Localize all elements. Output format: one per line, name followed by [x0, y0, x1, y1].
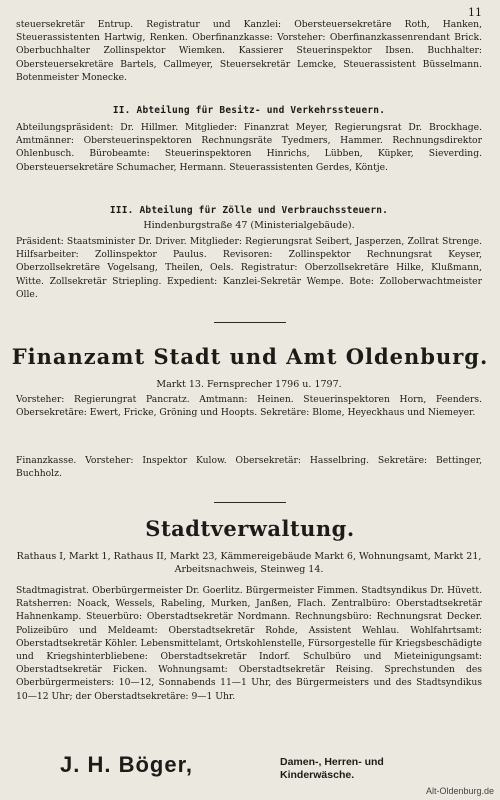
finanzkasse-text: Finanzkasse. Vorsteher: Inspektor Kulow. Obersekretär: Hasselbring. Sekretäre: Bettinger, Buchholz. [16, 455, 482, 480]
section-iii-body: Präsident: Staatsminister Dr. Driver. Mitglieder: Regierungsrat Seibert, Jasperzen, Zollrat Strenge. Hilfsarbeiter: Zollinspektor Paulus. Revisoren: Zollinspektor Rechnungsrat Keyser, Oberzollsekretäre Vogelsang, Theilen, Oels. Registratur: Oberzollsekretäre Hilke, Klußmann, Witte. Zollsekretär Striepling. Expedient: Kanzlei-Sekretär Wempe. Bote: Zolloberwachtmeister Olle. [16, 236, 482, 300]
finanzamt-title: Finanzamt Stadt und Amt Oldenburg. [11, 344, 489, 369]
advertisement [60, 752, 460, 792]
stadtverwaltung-title: Stadtverwaltung. [145, 516, 355, 541]
advertiser-name: J. H. Böger, [60, 752, 194, 777]
section-iii-address: Hindenburgstraße 47 (Ministerialgebäude). [143, 220, 355, 231]
section-ii-body: Abteilungspräsident: Dr. Hillmer. Mitglieder: Finanzrat Meyer, Regierungsrat Dr. Brockhage. Amtmänner: Obersteuerinspektoren Rechnungsräte Tyedmers, Hammer. Rechnungsdirektor Ohlenbusch. Bürobeamte: Steuerinspektoren Hinrichs, Lübben, Küpker, Sieverding. Obersteuersekretäre Schumacher, Hermann. Steuerassistenten Gerdes, Köntje. [16, 122, 482, 173]
finanzamt-address: Markt 13. Fernsprecher 1796 u. 1797. [156, 379, 342, 390]
divider-1 [214, 322, 286, 323]
section-ii-title: II. Abteilung für Besitz- und Verkehrssteuern. [112, 105, 386, 116]
stadtverwaltung-address: Rathaus I, Markt 1, Rathaus II, Markt 23, Kämmereigebäude Markt 6, Wohnungsamt, Markt 21, Arbeitsnachweis, Steinweg 14. [16, 551, 482, 576]
divider-2 [214, 502, 286, 503]
section-iii-title: III. Abteilung für Zölle und Verbrauchssteuern. [109, 205, 389, 216]
intro-paragraph: steuersekretär Entrup. Registratur und Kanzlei: Obersteuersekretäre Roth, Hanken, Steuerassistenten Hartwig, Renken. Oberfinanzkasse: Vorsteher: Oberfinanzkassenrendant Brick. Oberbuchhalter Zollinspektor Wiemken. Kassierer Steuerinspektor Ibsen. Buchhalter: Obersteuersekretäre Bartels, Callmeyer, Steuersekretär Lemcke, Steuerassistent Büsselmann. Botenmeister Monecke. [16, 19, 482, 83]
advertisement-line-2: Kinderwäsche. [280, 769, 355, 781]
advertisement-text [280, 756, 384, 782]
page-number: 11 [468, 6, 482, 19]
finanzamt-body: Vorsteher: Regierungrat Pancratz. Amtmann: Heinen. Steuerinspektoren Horn, Feenders. Obersekretäre: Ewert, Fricke, Gröning und Hoopts. Sekretäre: Blome, Heyeckhaus und Niemeyer. [16, 394, 482, 419]
stadtmagistrat-body: Stadtmagistrat. Oberbürgermeister Dr. Goerlitz. Bürgermeister Fimmen. Stadtsyndikus Dr. Hüvett. Ratsherren: Noack, Wessels, Rabeling, Murken, Janßen, Flach. Zentralbüro: Oberstadtsekretär Hahnenkamp. Steuerbüro: Oberstadtsekretär Nordmann. Rechnungsbüro: Rechnungsrat Decker. Polizeibüro und Meldeamt: Oberstadtsekretär Rohde, Assistent Wehlau. Wohlfahrtsamt: Oberstadtsekretär Köhler. Lebensmittelamt, Ortskohlenstelle, Fürsorgestelle für Kriegsbeschädigte und Kriegshinterbliebene: Oberstadtsekretär Indorf. Schulbüro und Mieteinigungsamt: Oberstadtsekretär Ficken. Wohnungsamt: Oberstadtsekretär Reising. Sprechstunden des Oberbürgermeisters: 10—12, Sonnabends 11—1 Uhr, des Bürgermeisters und des Stadtsyndikus 10—12 Uhr; der Oberstadtsekretäre: 9—1 Uhr. [16, 585, 482, 702]
watermark: Alt-Oldenburg.de [425, 786, 494, 796]
advertisement-line-1: Damen-, Herren- und [280, 756, 384, 768]
